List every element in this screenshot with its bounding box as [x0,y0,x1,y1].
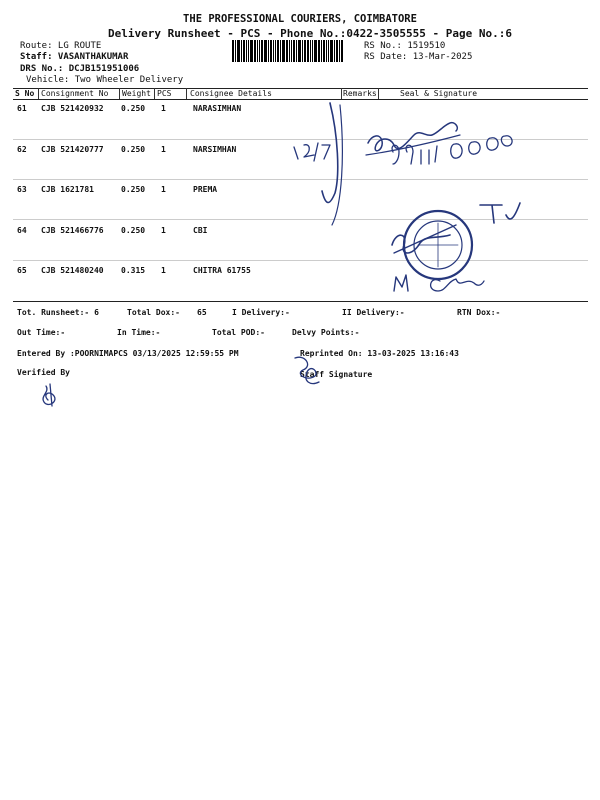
out-time: Out Time:- [17,328,66,337]
row-pcs: 1 [161,145,166,154]
reprinted-on: Reprinted On: 13-03-2025 13:16:43 [300,349,459,358]
row-weight: 0.315 [121,266,146,275]
ii-delivery: II Delivery:- [342,308,405,317]
handwritten-signatures [270,95,590,305]
row-consignee: PREMA [193,185,218,194]
row-consignment: CJB 521420777 [41,145,104,154]
row-consignment: CJB 1621781 [41,185,94,194]
barcode [232,40,358,62]
staff-signature-ink [285,352,335,392]
row-weight: 0.250 [121,185,146,194]
rs-date: RS Date: 13-Mar-2025 [364,52,473,62]
col-weight: Weight [122,89,151,98]
col-remarks: Remarks [343,89,377,98]
handwritten-phone [385,130,525,170]
total-dox-value: 65 [197,308,207,317]
row-pcs: 1 [161,104,166,113]
vehicle-label: Vehicle: Two Wheeler Delivery [26,75,184,85]
row-pcs: 1 [161,266,166,275]
col-consignment: Consignment No [41,89,109,98]
col-seal-signature: Seal & Signature [400,89,478,98]
entered-by: Entered By :POORNIMAPCS 03/13/2025 12:59:55 PM [17,349,239,358]
rtn-dox: RTN Dox:- [457,308,501,317]
staff-signature-label: Staff Signature [300,370,373,379]
i-delivery: I Delivery:- [232,308,290,317]
runsheet-subtitle: Delivery Runsheet - PCS - Phone No.:0422-3505555 - Page No.:6 [108,27,512,40]
row-weight: 0.250 [121,104,146,113]
row-sno: 62 [17,145,27,154]
rs-number: RS No.: 1519510 [364,41,446,51]
row-consignment: CJB 521480240 [41,266,104,275]
in-time: In Time:- [117,328,161,337]
row-consignee: NARASIMHAN [193,104,242,113]
row-weight: 0.250 [121,226,146,235]
row-sno: 65 [17,266,27,275]
col-sno: S No [15,89,35,98]
row-consignment: CJB 521420932 [41,104,104,113]
row-pcs: 1 [161,185,166,194]
col-consignee: Consignee Details [190,89,272,98]
row-consignment: CJB 521466776 [41,226,104,235]
verified-by: Verified By [17,368,70,377]
route-label: Route: LG ROUTE [20,41,102,51]
row-sno: 64 [17,226,27,235]
row-consignee: NARSIMHAN [193,145,237,154]
row-sno: 61 [17,104,27,113]
row-consignee: CBI [193,226,208,235]
total-dox-label: Total Dox:- [127,308,180,317]
row-sno: 63 [17,185,27,194]
col-pcs: PCS [157,89,172,98]
delvy-points: Delvy Points:- [292,328,360,337]
staff-label: Staff: VASANTHAKUMAR [20,52,129,62]
company-title: THE PROFESSIONAL COURIERS, COIMBATORE [183,13,417,25]
drs-number: DRS No.: DCJB151951006 [20,64,140,74]
row-weight: 0.250 [121,145,146,154]
total-pod: Total POD:- [212,328,265,337]
verified-signature-ink [36,382,66,408]
row-pcs: 1 [161,226,166,235]
tot-runsheet: Tot. Runsheet:- 6 [17,308,99,317]
row-consignee: CHITRA 61755 [193,266,251,275]
